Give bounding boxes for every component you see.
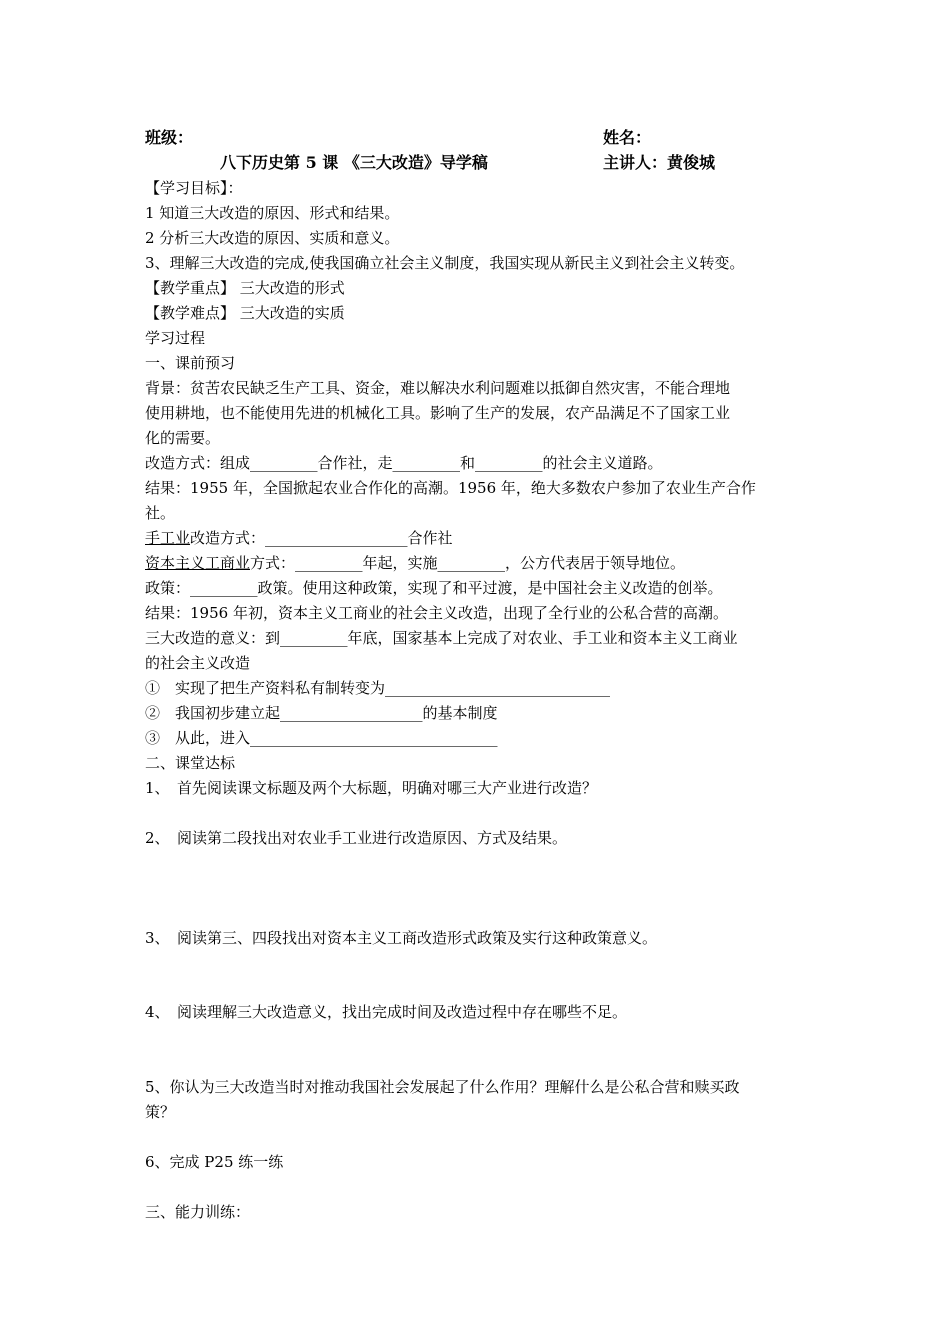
- question-6: 6、完成 P25 练一练: [145, 1153, 284, 1171]
- agriculture-result: 社。: [145, 504, 176, 522]
- objective-item: 2 分析三大改造的原因、实质和意义。: [145, 229, 400, 247]
- speaker-label: 主讲人：黄俊城: [603, 153, 716, 172]
- classwork-heading: 二、课堂达标: [145, 754, 236, 772]
- difficult-point: 【教学难点】 三大改造的实质: [145, 304, 345, 322]
- background-text: 背景：贫苦农民缺乏生产工具、资金，难以解决水利问题难以抵御自然灾害，不能合理地: [145, 379, 731, 397]
- agriculture-method: 改造方式：组成_________合作社，走_________和_________的社会主义道路。: [145, 454, 663, 472]
- significance-item: ③ 从此，进入_________________________________: [145, 729, 498, 747]
- class-label: 班级：: [145, 128, 194, 147]
- process-heading: 学习过程: [145, 329, 206, 347]
- handicraft-label: 手工业: [145, 529, 191, 547]
- document-title: 八下历史第 5 课 《三大改造》导学稿: [220, 153, 488, 172]
- question-5: 5、你认为三大改造当时对推动我国社会发展起了什么作用？理解什么是公私合营和赎买政: [145, 1078, 740, 1096]
- handicraft-method: 改造方式：___________________合作社: [190, 529, 453, 547]
- question-3: 3、 阅读第三、四段找出对资本主义工商改造形式政策及实行这种政策意义。: [145, 929, 658, 947]
- agriculture-result: 结果：1955 年，全国掀起农业合作化的高潮。1956 年，绝大多数农户参加了农业生产合作: [145, 479, 756, 497]
- key-point: 【教学重点】 三大改造的形式: [145, 279, 345, 297]
- background-text: 化的需要。: [145, 429, 221, 447]
- objective-item: 1 知道三大改造的原因、形式和结果。: [145, 204, 400, 222]
- question-2: 2、 阅读第二段找出对农业手工业进行改造原因、方式及结果。: [145, 829, 568, 847]
- capital-method: 方式：_________年起，实施_________，公方代表居于领导地位。: [250, 554, 686, 572]
- name-label: 姓名：: [603, 128, 652, 147]
- significance-text: 三大改造的意义：到_________年底，国家基本上完成了对农业、手工业和资本主义工商业: [145, 629, 738, 647]
- handicraft-line: [145, 528, 453, 548]
- preview-heading: 一、课前预习: [145, 354, 236, 372]
- background-text: 使用耕地，也不能使用先进的机械化工具。影响了生产的发展，农产品满足不了国家工业: [145, 404, 731, 422]
- capital-label: 资本主义工商业: [145, 554, 251, 572]
- objective-item: 3、理解三大改造的完成,使我国确立社会主义制度，我国实现从新民主义到社会主义转变。: [145, 254, 745, 272]
- capital-line: [145, 553, 685, 573]
- capital-result: 结果：1956 年初，资本主义工商业的社会主义改造，出现了全行业的公私合营的高潮。: [145, 604, 728, 622]
- objectives-heading: 【学习目标】：: [145, 179, 243, 197]
- policy-line: 政策：_________政策。使用这种政策，实现了和平过渡，是中国社会主义改造的创举。: [145, 579, 723, 597]
- question-5: 策？: [145, 1103, 176, 1121]
- significance-text: 的社会主义改造: [145, 654, 251, 672]
- training-heading: 三、能力训练：: [145, 1203, 251, 1221]
- significance-item: ① 实现了把生产资料私有制转变为______________________________: [145, 679, 611, 697]
- question-1: 1、 首先阅读课文标题及两个大标题，明确对哪三大产业进行改造？: [145, 779, 598, 797]
- question-4: 4、 阅读理解三大改造意义，找出完成时间及改造过程中存在哪些不足。: [145, 1003, 628, 1021]
- significance-item: ② 我国初步建立起___________________的基本制度: [145, 704, 498, 722]
